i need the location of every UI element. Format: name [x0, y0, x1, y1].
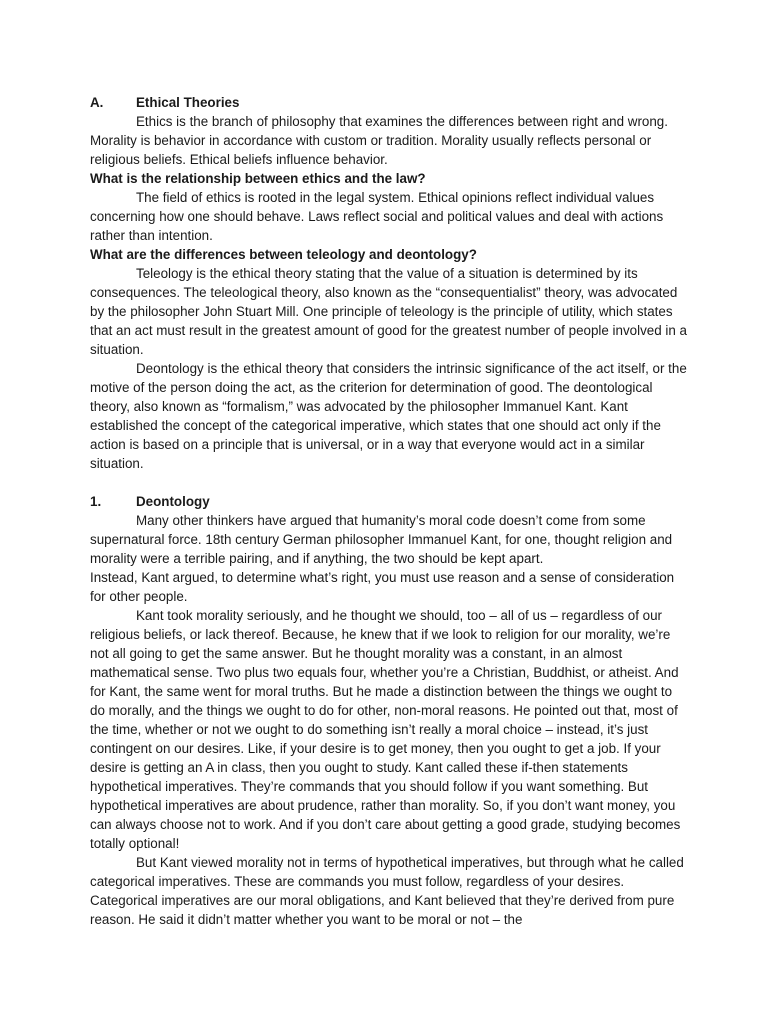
deontology-paragraph-2: Instead, Kant argued, to determine what’s right, you must use reason and a sense of consideration for other people. [90, 570, 675, 604]
document-page [90, 93, 690, 929]
section-a-number: A. [90, 95, 104, 110]
deontology-paragraph-3: Kant took morality seriously, and he thought we should, too – all of us – regardless of our religious beliefs, or lack thereof. Because, he knew that if we look to religion for our morality, we’re not all going to get the same answer. But he thought morality was a constant, in an almost mathematical sense. Two plus two equals four, whether you’re a Christian, Buddhist, or atheist. And for Kant, the same went for moral truths. But he made a distinction between the things we ought to do morally, and the things we ought to do for other, non-moral reasons. He pointed out that, most of the time, whether or not we ought to do something isn’t really a moral choice – instead, it’s just contingent on our desires. Like, if your desire is to get money, then you ought to get a job. If your desire is getting an A in class, then you ought to study. Kant called these if-then statements hypothetical imperatives. They’re commands that you should follow if you want something. But hypothetical imperatives are about prudence, rather than morality. So, if you don’t want money, you can always choose not to work. And if you don’t care about getting a good grade, studying becomes totally optional! [90, 608, 681, 851]
section-1-title: Deontology [136, 494, 210, 509]
deontology-paragraph: Deontology is the ethical theory that considers the intrinsic significance of the act itself, or the motive of the person doing the act, as the criterion for determination of good. The deontological theory, also known as “formalism,” was advocated by the philosopher Immanuel Kant. Kant established the concept of the categorical imperative, which states that one should act only if the action is based on a principle that is universal, or in a way that everyone would act in a similar situation. [90, 361, 687, 471]
section-a-title: Ethical Theories [136, 95, 240, 110]
deontology-paragraph-4: But Kant viewed morality not in terms of hypothetical imperatives, but through what he called categorical imperatives. These are commands you must follow, regardless of your desires. Categorical imperatives are our moral obligations, and Kant believed that they’re derived from pure reason. He said it didn’t matter whether you want to be moral or not – the [90, 855, 684, 927]
section-spacer [90, 473, 690, 492]
question-teleology-deontology: What are the differences between teleology and deontology? [90, 247, 477, 262]
section-1-heading [90, 492, 690, 511]
section-1-number: 1. [90, 494, 102, 509]
answer-ethics-law: The field of ethics is rooted in the legal system. Ethical opinions reflect individual values concerning how one should behave. Laws reflect social and political values and deal with actions rather than intention. [90, 190, 664, 243]
section-a-heading [90, 93, 690, 112]
question-ethics-law: What is the relationship between ethics and the law? [90, 171, 426, 186]
ethics-intro-paragraph: Ethics is the branch of philosophy that examines the differences between right and wrong. Morality is behavior in accordance with custom or tradition. Morality usually reflects personal or religious beliefs. Ethical beliefs influence behavior. [90, 114, 668, 167]
deontology-paragraph-1: Many other thinkers have argued that humanity’s moral code doesn’t come from some supernatural force. 18th century German philosopher Immanuel Kant, for one, thought religion and morality were a terrible pairing, and if anything, the two should be kept apart. [90, 513, 673, 566]
teleology-paragraph: Teleology is the ethical theory stating that the value of a situation is determined by its consequences. The teleological theory, also known as the “consequentialist” theory, was advocated by the philosopher John Stuart Mill. One principle of teleology is the principle of utility, which states that an act must result in the greatest amount of good for the greatest number of people involved in a situation. [90, 266, 687, 357]
